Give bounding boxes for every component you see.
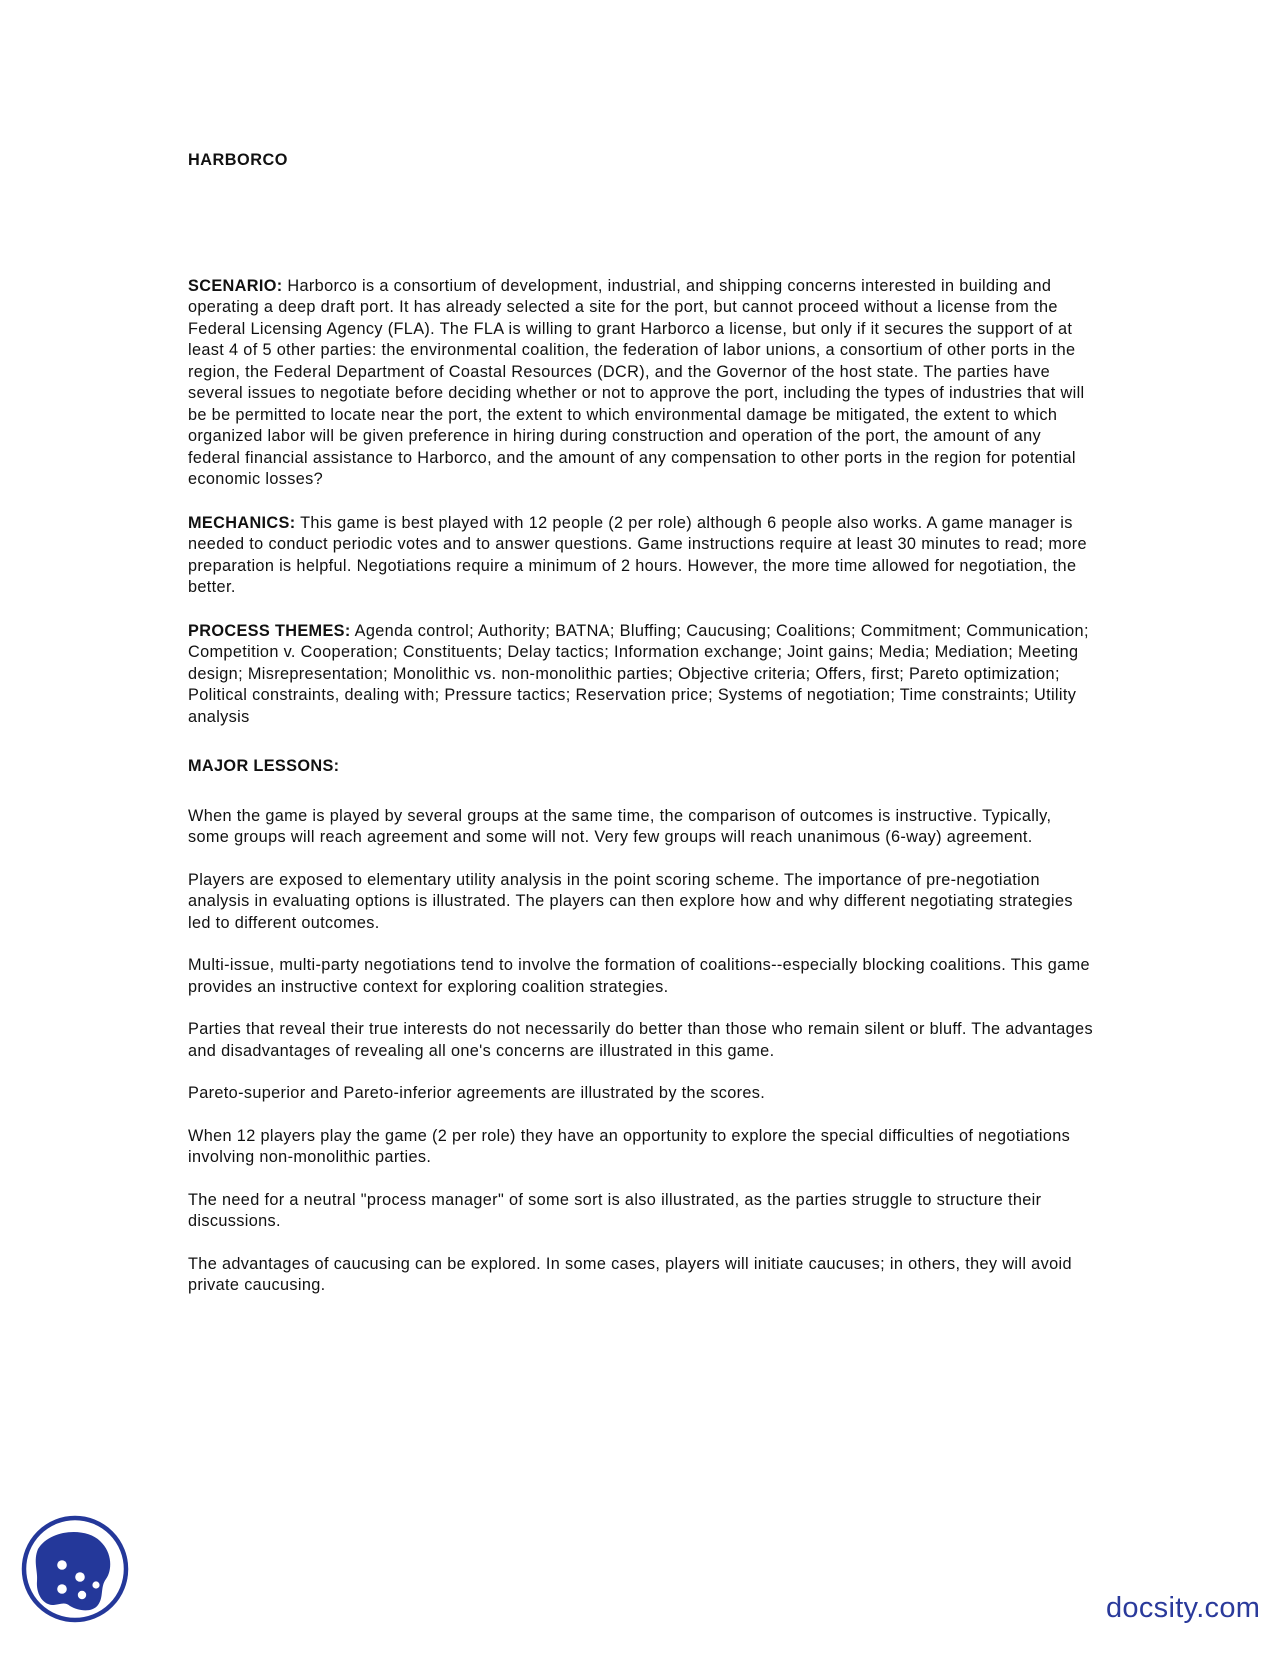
process-themes-label: PROCESS THEMES: [188, 621, 351, 640]
lesson-item: The need for a neutral "process manager" of some sort is also illustrated, as the parties struggle to structure their discussions. [188, 1190, 1042, 1230]
lesson-item: When the game is played by several groups at the same time, the comparison of outcomes is instructive. Typically, some groups will reach agreement and some will not. Very few groups will reach unanimous (6-way) agreement. [188, 806, 1052, 846]
process-themes-section [188, 621, 1094, 729]
document-title: HARBORCO [188, 151, 288, 169]
mechanics-text: This game is best played with 12 people (2 per role) although 6 people also works. A game manager is needed to conduct periodic votes and to answer questions. Game instructions require at least 30 minutes to read; more preparation is helpful. Negotiations require a minimum of 2 hours. However, the more time allowed for negotiation, the better. [188, 513, 1087, 596]
process-themes-text: Agenda control; Authority; BATNA; Bluffing; Caucusing; Coalitions; Commitment; Communication; Competition v. Cooperation; Constituents; Delay tactics; Information exchange; Joint gains; Media; Mediation; Meeting design; Misrepresentation; Monolithic vs. non-monolithic parties; Objective criteria; Offers, first; Pareto optimization; Political constraints, dealing with; Pressure tactics; Reservation price; Systems of negotiation; Time constraints; Utility analysis [188, 621, 1089, 726]
lesson-item: Pareto-superior and Pareto-inferior agreements are illustrated by the scores. [188, 1084, 766, 1102]
scenario-label: SCENARIO: [188, 276, 283, 295]
lesson-item: Players are exposed to elementary utility analysis in the point scoring scheme. The importance of pre-negotiation analysis in evaluating options is illustrated. The players can then explore how and why different negotiating strategies led to different outcomes. [188, 870, 1073, 932]
scenario-section [188, 276, 1094, 491]
lesson-item: Multi-issue, multi-party negotiations tend to involve the formation of coalitions--especially blocking coalitions. This game provides an instructive context for exploring coalition strategies. [188, 956, 1090, 996]
major-lessons-heading: MAJOR LESSONS: [188, 757, 340, 775]
mechanics-label: MECHANICS: [188, 513, 296, 532]
docsity-logo-icon[interactable] [20, 1513, 130, 1625]
lesson-item: Parties that reveal their true interests do not necessarily do better than those who remain silent or bluff. The advantages and disadvantages of revealing all one's concerns are illustrated in this game. [188, 1020, 1093, 1060]
document-body [188, 150, 1094, 1318]
lesson-item: When 12 players play the game (2 per role) they have an opportunity to explore the special difficulties of negotiations involving non-monolithic parties. [188, 1126, 1071, 1166]
major-lessons-list [188, 806, 1094, 1297]
docsity-brand-link[interactable]: docsity.com [1106, 1592, 1261, 1624]
lesson-item: The advantages of caucusing can be explored. In some cases, players will initiate caucuses; in others, they will avoid private caucusing. [188, 1254, 1072, 1294]
mechanics-section [188, 513, 1094, 599]
scenario-text: Harborco is a consortium of development, industrial, and shipping concerns interested in building and operating a deep draft port. It has already selected a site for the port, but cannot proceed without a license from the Federal Licensing Agency (FLA). The FLA is willing to grant Harborco a license, but only if it secures the support of at least 4 of 5 other parties: the environmental coalition, the federation of labor unions, a consortium of other ports in the region, the Federal Department of Coastal Resources (DCR), and the Governor of the host state. The parties have several issues to negotiate before deciding whether or not to approve the port, including the types of industries that will be be permitted to locate near the port, the extent to which environmental damage be mitigated, the extent to which organized labor will be given preference in hiring during construction and operation of the port, the amount of any federal financial assistance to Harborco, and the amount of any compensation to other ports in the region for potential economic losses? [188, 276, 1085, 488]
